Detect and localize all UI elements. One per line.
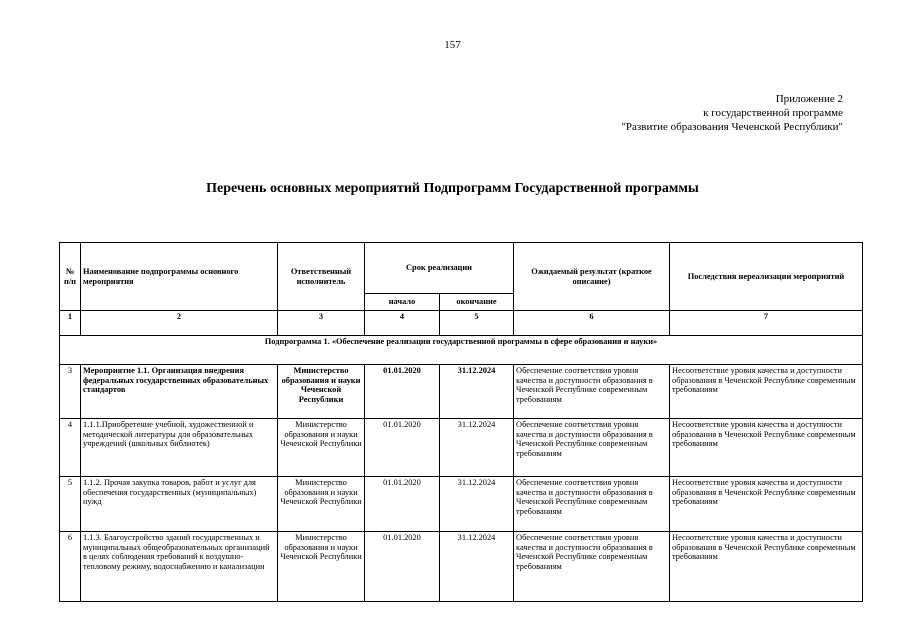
header-consequences: Последствия нереализации мероприятий — [670, 243, 863, 311]
measure-name: 1.1.1.Приобретение учебной, художественной и методической литературы для образовательных учреждений (школьных библиотек) — [81, 419, 278, 477]
measure-name: Мероприятие 1.1. Организация внедрения федеральных государственных образовательных стандартов — [81, 365, 278, 419]
table-row — [60, 477, 863, 532]
expected-result: Обеспечение соответствия уровня качества и доступности образования в Чеченской Республике современным требованиям — [514, 365, 670, 419]
executor: Министерство образования и науки Чеченской Республики — [278, 419, 365, 477]
appendix-note — [621, 92, 843, 134]
consequences: Несоответствие уровня качества и доступности образования в Чеченской Республике современным требованиям — [670, 419, 863, 477]
start-date: 01.01.2020 — [365, 532, 440, 602]
end-date: 31.12.2024 — [440, 532, 514, 602]
appendix-line-2: к государственной программе — [703, 107, 843, 119]
column-number-row — [60, 311, 863, 336]
header-period: Срок реализации — [365, 243, 514, 294]
subprogram-title: Подпрограмма 1. «Обеспечение реализации государственной программы в сфере образования и науки» — [60, 336, 863, 365]
header-start: начало — [365, 294, 440, 311]
expected-result: Обеспечение соответствия уровня качества и доступности образования в Чеченской Республике современным требованиям — [514, 477, 670, 532]
executor: Министерство образования и науки Чеченской Республики — [278, 532, 365, 602]
column-number: 2 — [81, 311, 278, 336]
column-number: 4 — [365, 311, 440, 336]
column-number: 1 — [60, 311, 81, 336]
column-number: 5 — [440, 311, 514, 336]
table-row — [60, 419, 863, 477]
executor: Министерство образования и науки Чеченской Республики — [278, 477, 365, 532]
end-date: 31.12.2024 — [440, 365, 514, 419]
header-name: Наименование подпрограммы основного мероприятия — [81, 243, 278, 311]
page-number: 157 — [444, 39, 461, 51]
header-executor: Ответственный исполнитель — [278, 243, 365, 311]
measure-name: 1.1.2. Прочая закупка товаров, работ и услуг для обеспечения государственных (муниципальных) нужд — [81, 477, 278, 532]
start-date: 01.01.2020 — [365, 477, 440, 532]
header-end: окончание — [440, 294, 514, 311]
table-row — [60, 532, 863, 602]
end-date: 31.12.2024 — [440, 419, 514, 477]
consequences: Несоответствие уровня качества и доступности образования в Чеченской Республике современным требованиям — [670, 477, 863, 532]
appendix-line-1: Приложение 2 — [775, 93, 843, 105]
row-number: 6 — [60, 532, 81, 602]
consequences: Несоответствие уровня качества и доступности образования в Чеченской Республике современным требованиям — [670, 532, 863, 602]
header-result: Ожидаемый результат (краткое описание) — [514, 243, 670, 311]
end-date: 31.12.2024 — [440, 477, 514, 532]
table-row — [60, 365, 863, 419]
row-number: 5 — [60, 477, 81, 532]
measures-table — [59, 242, 863, 602]
column-number: 3 — [278, 311, 365, 336]
consequences: Несоответствие уровня качества и доступности образования в Чеченской Республике современным требованиям — [670, 365, 863, 419]
column-number: 7 — [670, 311, 863, 336]
expected-result: Обеспечение соответствия уровня качества и доступности образования в Чеченской Республике современным требованиям — [514, 532, 670, 602]
start-date: 01.01.2020 — [365, 419, 440, 477]
subprogram-row — [60, 336, 863, 365]
column-number: 6 — [514, 311, 670, 336]
header-number: № п/п — [60, 243, 81, 311]
start-date: 01.01.2020 — [365, 365, 440, 419]
executor: Министерство образования и науки Чеченской Республики — [278, 365, 365, 419]
row-number: 4 — [60, 419, 81, 477]
expected-result: Обеспечение соответствия уровня качества и доступности образования в Чеченской Республике современным требованиям — [514, 419, 670, 477]
document-title: Перечень основных мероприятий Подпрограмм Государственной программы — [206, 181, 699, 196]
appendix-line-3: "Развитие образования Чеченской Республики" — [621, 121, 843, 133]
measure-name: 1.1.3. Благоустройство зданий государственных и муниципальных общеобразовательных организаций в целях соблюдения требований к воздушно-тепловому режиму, водоснабжению и канализации — [81, 532, 278, 602]
row-number: 3 — [60, 365, 81, 419]
